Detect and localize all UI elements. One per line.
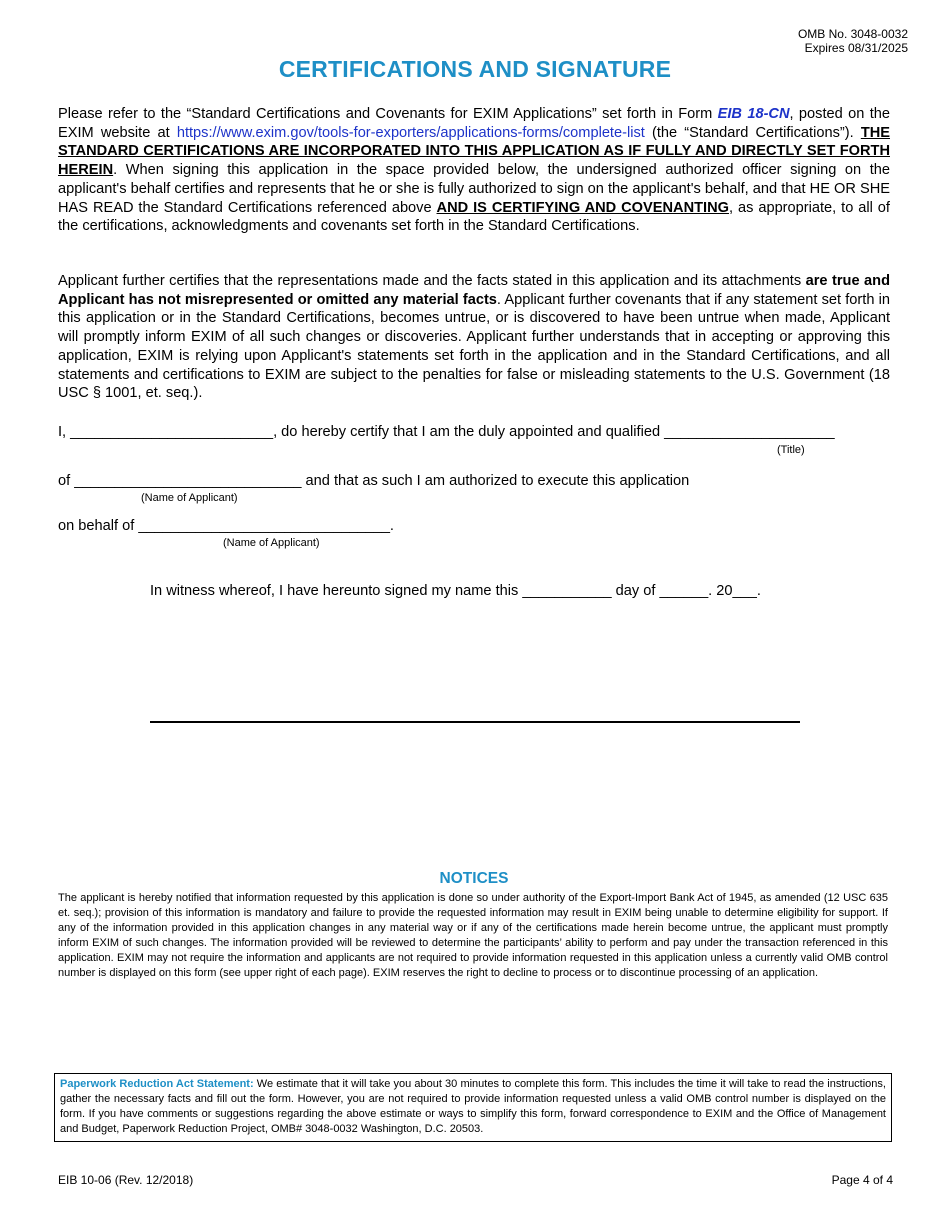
p1-bold-certifying: AND IS CERTIFYING AND COVENANTING	[436, 199, 729, 216]
witness-line: In witness whereof, I have hereunto signed my name this ___________ day of ______. 20___.	[150, 583, 761, 599]
p1-text-1: Please refer to the “Standard Certifications and Covenants for EXIM Applications” set forth in Form	[58, 106, 718, 122]
p1-bold-herein: HEREIN	[58, 162, 114, 179]
omb-info	[798, 27, 908, 55]
paperwork-label: Paperwork Reduction Act Statement:	[60, 1078, 254, 1090]
page-number: Page 4 of 4	[831, 1173, 893, 1187]
paperwork-text: We estimate that it will take you about 30 minutes to complete this form. This includes the time it will take to read the instructions, gather the necessary facts and fill out the form. However, you are not required to provide information requested unless a valid OMB control number is displayed on the form. If you have comments or suggestions regarding the above estimate or ways to simplify this form, forward correspondence to EXIM and the Office of Management and Budget, Paperwork Reduction Project, OMB# 3048-0032 Washington, D.C. 20503.	[60, 1078, 886, 1135]
certify-applicant-line: of ____________________________ and that as such I am authorized to execute this application	[58, 473, 690, 489]
behalf-of-line: on behalf of _______________________________.	[58, 518, 394, 534]
certify-name-title-line: I, _________________________, do hereby certify that I am the duly appointed and qualified _____________________	[58, 424, 835, 440]
p1-bold-incorporation: THE STANDARD CERTIFICATIONS ARE INCORPORATED INTO THIS APPLICATION AS IF FULLY AND DIRECTLY SET FORTH	[58, 124, 890, 160]
form-eib-18-cn-link[interactable]: EIB 18-CN	[717, 106, 790, 122]
applicant-certification-paragraph	[58, 272, 890, 403]
p2-text-2: . Applicant further covenants that if any statement set forth in this application or in the Standard Certifications, becomes untrue, or is discovered to have been untrue when made, Applicant will promptly inform EXIM of all such changes or discoveries. Applicant further understands that in accepting or approving this application, EXIM is relying upon Applicant's statements set forth in the application and in the Standard Certifications, and all statements and certifications to EXIM are subject to the penalties for false or misleading statements to the U.S. Government (18 USC § 1001, et. seq.).	[58, 291, 890, 402]
notices-heading: NOTICES	[439, 870, 509, 887]
p2-bold-statement: are true and Applicant has not misrepresented or omitted any material facts	[58, 273, 890, 308]
paperwork-reduction-box	[54, 1073, 892, 1142]
page-title: CERTIFICATIONS AND SIGNATURE	[278, 56, 672, 82]
exim-forms-url-link[interactable]: https://www.exim.gov/tools-for-exporters/applications-forms/complete-list	[176, 124, 645, 141]
notices-text: The applicant is hereby notified that information requested by this application is done so under authority of the Export-Import Bank Act of 1945, as amended (12 USC 635 et. seq.); provision of this information is mandatory and failure to provide the requested information may result in EXIM being unable to determine eligibility for support. If any of the information provided in this application changes in any material way or if any of the certifications made herein become untrue, the applicant must promptly inform EXIM of such changes. The information provided will be reviewed to determine the participants’ ability to perform and pay under the transaction referenced in this application. EXIM may not require the information and applicants are not required to provide information requested in this application unless a currently valid OMB control number is displayed on this form (see upper right of each page). EXIM reserves the right to decline to process or to discontinue processing of an application.	[58, 892, 888, 979]
form-id: EIB 10-06 (Rev. 12/2018)	[58, 1173, 194, 1187]
p1-text-3: (the “Standard Certifications”).	[644, 124, 861, 141]
p1-text-5: , as appropriate, to all of the certifications, acknowledgments and covenants set forth in the Standard Certifications.	[58, 199, 890, 235]
signature-line[interactable]	[150, 721, 800, 723]
applicant-caption-1: (Name of Applicant)	[141, 492, 238, 504]
omb-number: OMB No. 3048-0032	[797, 27, 908, 41]
title-caption: (Title)	[777, 444, 805, 456]
p1-text-2: , posted on the EXIM website at	[58, 106, 890, 141]
applicant-caption-2: (Name of Applicant)	[223, 537, 320, 549]
omb-expiration: Expires 08/31/2025	[804, 41, 908, 55]
standard-certifications-paragraph	[58, 105, 890, 236]
p1-text-4: . When signing this application in the space provided below, the undersigned authorized officer signing on the applicant's behalf certifies and represents that he or she is fully authorized to sign on the applicant's behalf, and that HE OR SHE HAS READ the Standard Certifications referenced above	[58, 162, 890, 216]
p2-text-1: Applicant further certifies that the representations made and the facts stated in this application and its attachments	[58, 273, 806, 289]
